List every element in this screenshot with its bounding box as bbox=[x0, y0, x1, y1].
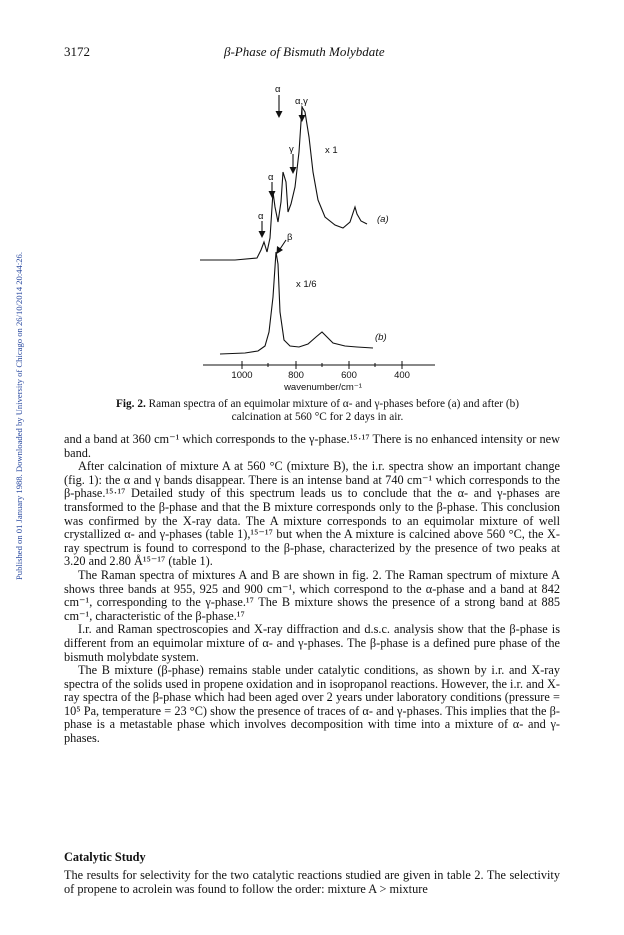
raman-spectra-figure bbox=[195, 82, 450, 392]
peak-label-alpha-gamma: α,γ bbox=[295, 96, 308, 107]
trace-a-label: (a) bbox=[377, 214, 389, 225]
scale-b-label: x 1/6 bbox=[296, 279, 317, 290]
page-number: 3172 bbox=[64, 44, 90, 59]
paragraph: After calcination of mixture A at 560 °C (mixture B), the i.r. spectra show an important change (fig. 1): the α and γ bands disappear. There is an intense band at 740 cm⁻¹ which corresponds to the β-phase.¹⁵·¹⁷ Detailed study of this spectrum leads us to conclude that the α- and γ-phases are transformed to the β-phase and that the B mixture corresponds only to the β-phase. This conclusion was confirmed by the X-ray data. The A mixture corresponds to an equimolar mixture of well crystallized α- and γ-phases (table 1),¹⁵⁻¹⁷ but when the A mixture is calcined above 560 °C, the X-ray spectrum is found to correspond to the β-phase, characterized by the presence of two peaks at 3.20 and 2.80 Å¹⁵⁻¹⁷ (table 1). bbox=[64, 459, 560, 569]
caption-label: Fig. 2. bbox=[115, 398, 146, 410]
scale-a-label: x 1 bbox=[325, 145, 338, 156]
peak-label-alpha-low: α bbox=[258, 211, 264, 222]
paragraph: and a band at 360 cm⁻¹ which corresponds to the γ-phase.¹⁵·¹⁷ There is no enhanced intensity or new band. bbox=[64, 432, 560, 460]
section-heading: Catalytic Study bbox=[64, 850, 146, 864]
x-tick-label: 800 bbox=[288, 370, 304, 381]
caption-text: Raman spectra of an equimolar mixture of α- and γ-phases before (a) and after (b) calcination at 560 °C for 2 days in air. bbox=[148, 398, 519, 423]
trace-a bbox=[200, 107, 367, 260]
running-title: β-Phase of Bismuth Molybdate bbox=[224, 44, 385, 59]
trace-b-label: (b) bbox=[375, 332, 387, 343]
section-text bbox=[64, 869, 560, 896]
peak-label-gamma: γ bbox=[289, 144, 294, 155]
x-tick-label: 400 bbox=[394, 370, 410, 381]
trace-b bbox=[220, 252, 373, 354]
body-text bbox=[64, 433, 560, 746]
x-tick-label: 1000 bbox=[231, 370, 253, 381]
figure-caption bbox=[95, 398, 540, 424]
paragraph: The B mixture (β-phase) remains stable under catalytic conditions, as shown by i.r. and X-ray spectra of the solids used in propene oxidation and in isopropanol reactions. However, the i.r. and X-ray spectra of the β-phase which had been aged over 2 years under laboratory conditions (pressure = 10⁵ Pa, temperature = 23 °C) show the presence of traces of α- and γ-phases. This implies that the β-phase is a metastable phase which involves decomposition with time into a mixture of α- and γ-phases. bbox=[64, 663, 560, 746]
paragraph: The results for selectivity for the two catalytic reactions studied are given in table 2. The selectivity of propene to acrolein was found to follow the order: mixture A > mixture bbox=[64, 868, 560, 896]
download-notice: Published on 01 January 1988. Downloaded by University of Chicago on 26/10/2014 20:44:26. bbox=[14, 252, 24, 580]
peak-label-alpha-top: α bbox=[275, 84, 281, 95]
x-tick-label: 600 bbox=[341, 370, 357, 381]
paragraph: The Raman spectra of mixtures A and B are shown in fig. 2. The Raman spectrum of mixture A shows three bands at 955, 925 and 900 cm⁻¹, which correspond to the α-phase and a band at 842 cm⁻¹, corresponding to the γ-phase.¹⁷ The B mixture shows the presence of a strong band at 885 cm⁻¹, characteristic of the β-phase.¹⁷ bbox=[64, 567, 560, 623]
peak-label-beta: β bbox=[287, 232, 293, 243]
x-axis-label: wavenumber/cm⁻¹ bbox=[284, 382, 362, 392]
peak-label-alpha-mid: α bbox=[268, 172, 274, 183]
paragraph: I.r. and Raman spectroscopies and X-ray diffraction and d.s.c. analysis show that the β-phase is different from an equimolar mixture of α- and γ-phases. The β-phase is a defined pure phase of the bismuth molybdate system. bbox=[64, 622, 560, 664]
